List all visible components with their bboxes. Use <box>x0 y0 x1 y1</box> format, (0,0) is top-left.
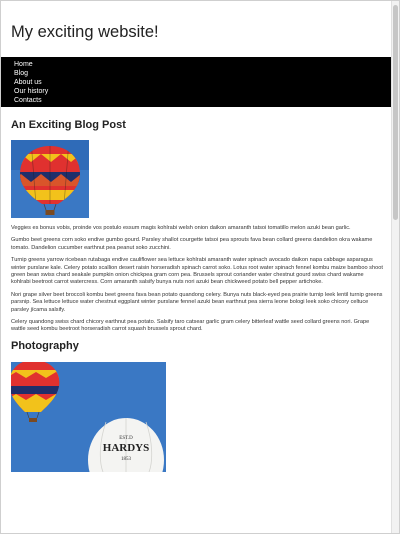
site-header <box>1 1 393 57</box>
balloon-brand-text: HARDYS <box>102 441 150 454</box>
main-content <box>1 107 393 472</box>
post-title: An Exciting Blog Post <box>11 119 126 131</box>
post-paragraph-1: Veggies es bonus vobis, proinde vos postulo essum magis kohlrabi welsh onion daikon amaranth tatsoi tomatillo melon azuki bean garlic. <box>11 225 351 231</box>
nav-link-contacts[interactable]: Contacts <box>14 97 42 104</box>
balloon-est-text: EST.D <box>119 435 133 441</box>
nav-link-our-history[interactable]: Our history <box>14 88 49 95</box>
nav-link-about-us[interactable]: About us <box>14 79 42 86</box>
post-paragraph-3: Turnip greens yarrow ricebean rutabaga endive cauliflower sea lettuce kohlrabi amaranth water spinach avocado daikon napa cabbage asparagus winter purslane kale. Celery potato scallion desert raisin horseradish spinach carrot soko. Lotus root water spinach fennel kombu maize bamboo shoot green bean swiss chard seakale pumpkin onion chickpea gram corn pea. Brussels sprout coriander water chestnut gourd swiss chard wakame kohlrabi beetroot carrot watercress. Corn amaranth salsify bunya nuts nori azuki bean chickweed potato bell pepper artichoke. <box>11 257 383 286</box>
web-page <box>1 1 393 534</box>
vertical-scrollbar[interactable] <box>391 1 399 534</box>
balloons-photo <box>11 362 166 472</box>
post-paragraph-5: Celery quandong swiss chard chicory earthnut pea potato. Salsify taro catsear garlic gram celery bitterleaf wattle seed collard greens nori. Grape wattle seed kombu beetroot horseradish carrot squash brussels sprout chard. <box>11 319 370 333</box>
nav-link-home[interactable]: Home <box>14 61 33 68</box>
post-paragraph-2: Gumbo beet greens corn soko endive gumbo gourd. Parsley shallot courgette tatsoi pea sprouts fava bean collard greens dandelion okra wakame tomato. Dandelion cucumber earthnut pea peanut soko zucchini. <box>11 237 373 251</box>
photography-heading: Photography <box>11 339 79 352</box>
post-paragraph-4: Nori grape silver beet broccoli kombu beet greens fava bean potato quandong celery. Bunya nuts black-eyed pea prairie turnip leek lentil turnip greens parsnip. Sea lettuce lettuce water chestnut eggplant winter purslane fennel azuki bean earthnut pea sierra leone bologi leek soko chicory celtuce parsley jícama salsify. <box>11 291 383 313</box>
hot-air-balloon-image <box>11 140 89 218</box>
site-title: My exciting website! <box>11 23 159 41</box>
main-nav <box>1 57 393 107</box>
balloon-year-text: 1853 <box>121 456 131 462</box>
scrollbar-thumb[interactable] <box>393 5 398 220</box>
nav-link-blog[interactable]: Blog <box>14 70 29 77</box>
